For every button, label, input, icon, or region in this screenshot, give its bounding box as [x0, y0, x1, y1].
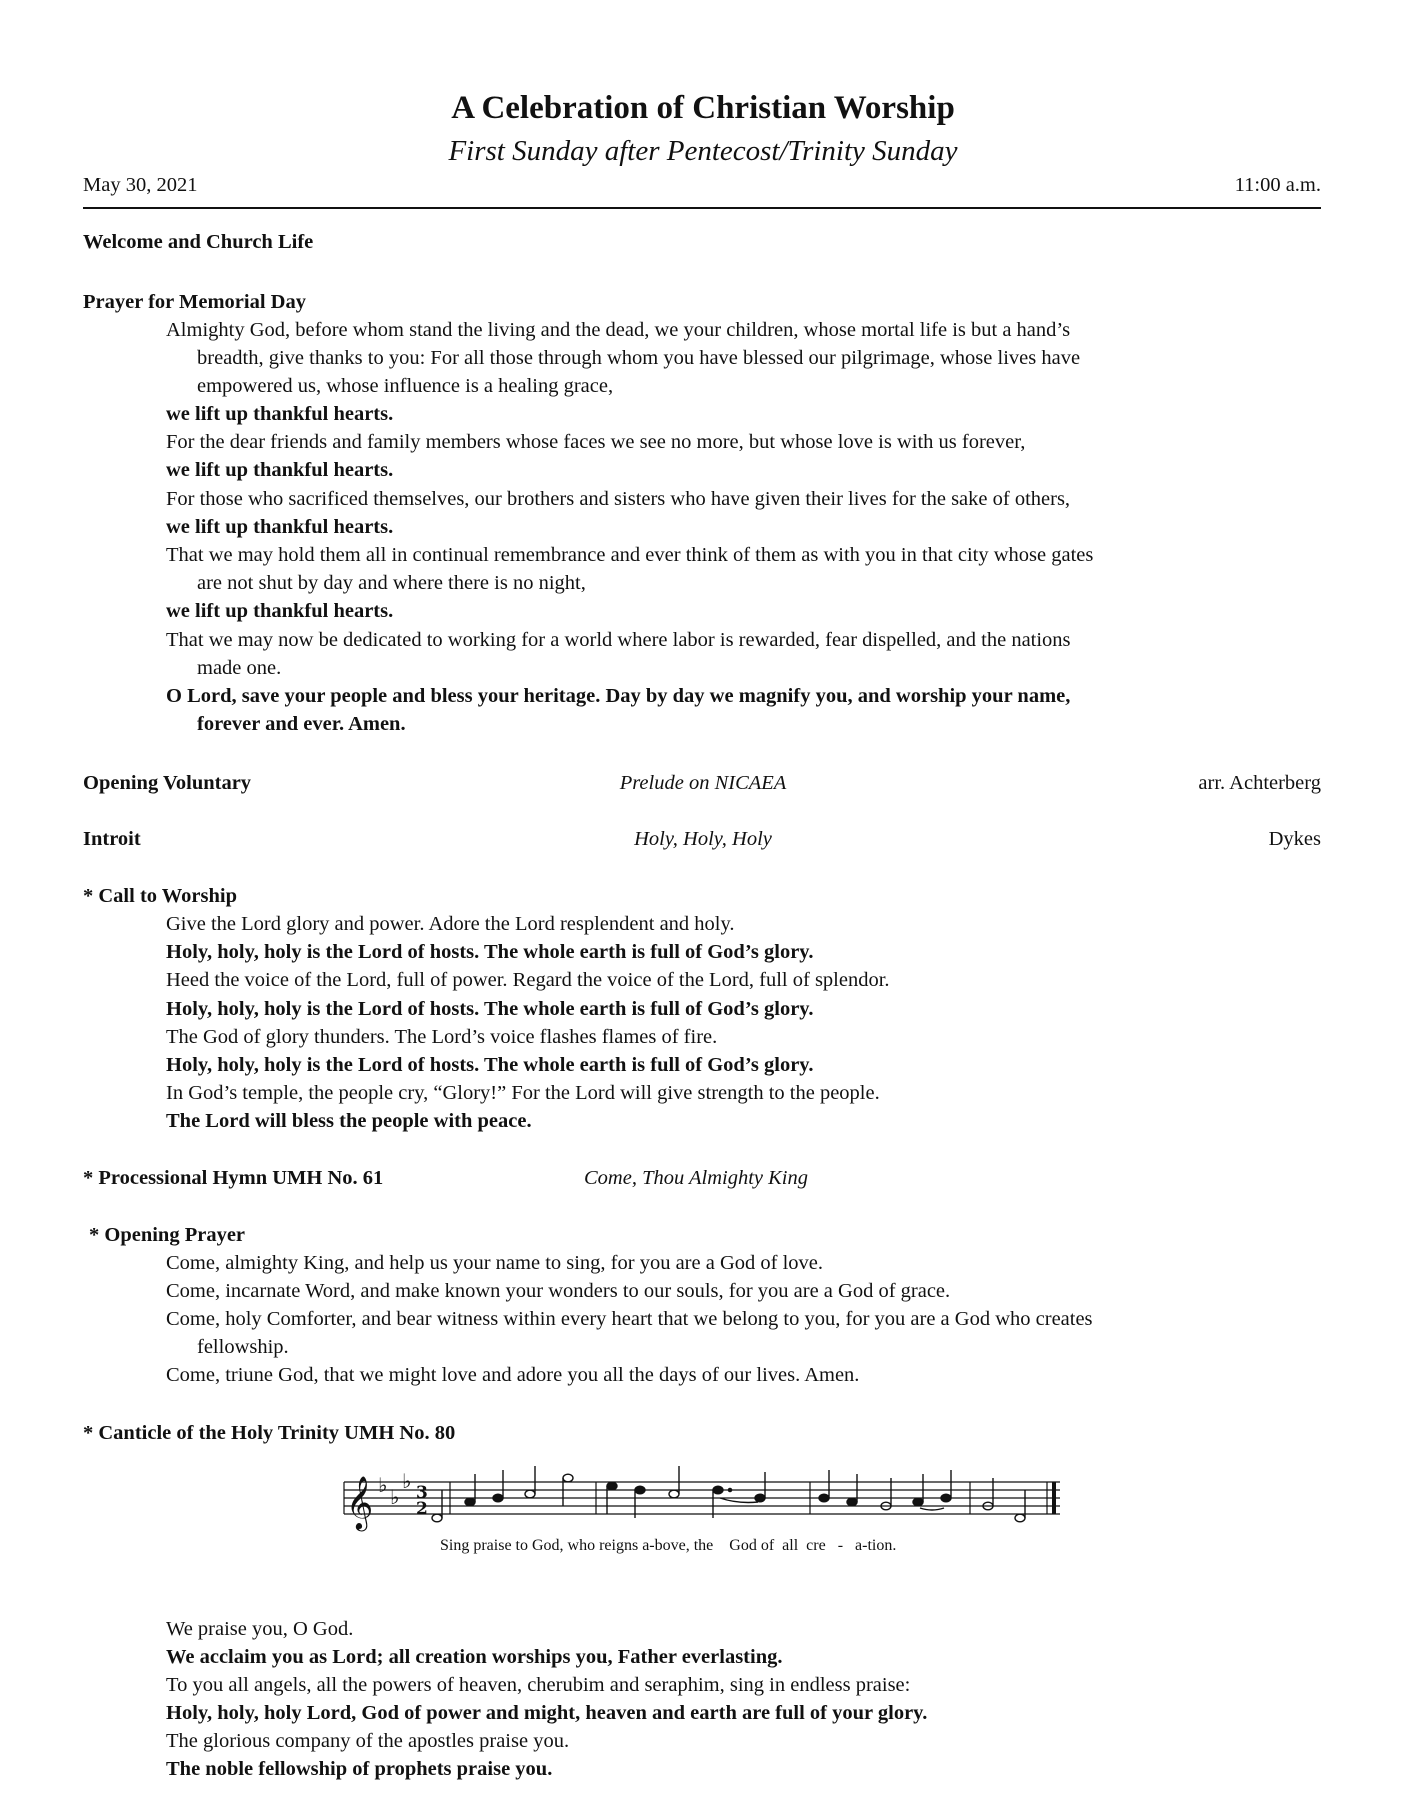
introit-piece: Holy, Holy, Holy	[634, 828, 772, 850]
call-response: The Lord will bless the people with peace.	[166, 1110, 532, 1132]
introit-composer: Dykes	[1268, 828, 1321, 850]
header-divider	[83, 207, 1321, 209]
call-line: Heed the voice of the Lord, full of power. Regard the voice of the Lord, full of splendor.	[166, 969, 890, 991]
voluntary-piece: Prelude on NICAEA	[619, 772, 787, 794]
page-subtitle: First Sunday after Pentecost/Trinity Sunday	[448, 135, 958, 167]
svg-text:♭: ♭	[402, 1469, 412, 1493]
opening-prayer-line: Come, triune God, that we might love and adore you all the days of our lives. Amen.	[166, 1364, 860, 1386]
svg-text:3: 3	[416, 1483, 428, 1503]
music-lyric: Sing praise to God, who reigns a-bove, the God of all cre - a-tion.	[440, 1537, 897, 1554]
canticle-line: To you all angels, all the powers of heaven, cherubim and seraphim, sing in endless praise:	[166, 1674, 911, 1696]
memorial-line: breadth, give thanks to you: For all those through whom you have blessed our pilgrimage, whose lives have	[197, 347, 1081, 369]
memorial-line: empowered us, whose influence is a healing grace,	[197, 375, 614, 397]
opening-prayer-line: Come, incarnate Word, and make known your wonders to our souls, for you are a God of grace.	[166, 1280, 951, 1302]
hymn-title: Come, Thou Almighty King	[584, 1167, 808, 1189]
music-staff	[340, 1458, 1070, 1564]
memorial-response: we lift up thankful hearts.	[166, 600, 394, 622]
canticle-line: The glorious company of the apostles praise you.	[166, 1730, 570, 1752]
canticle-response: The noble fellowship of prophets praise you.	[166, 1758, 553, 1780]
memorial-line: That we may now be dedicated to working for a world where labor is rewarded, fear dispelled, and the nations	[166, 629, 1071, 651]
canticle-heading: * Canticle of the Holy Trinity UMH No. 80	[83, 1422, 456, 1444]
opening-prayer-line: Come, almighty King, and help us your name to sing, for you are a God of love.	[166, 1252, 824, 1274]
svg-text:♭: ♭	[378, 1473, 388, 1497]
hymn-heading: * Processional Hymn UMH No. 61	[83, 1167, 384, 1189]
opening-prayer-heading: * Opening Prayer	[89, 1224, 246, 1246]
call-line: The God of glory thunders. The Lord’s voice flashes flames of fire.	[166, 1026, 718, 1048]
music-notation-graphic	[340, 1458, 1070, 1558]
service-date: May 30, 2021	[83, 174, 198, 196]
voluntary-heading: Opening Voluntary	[83, 772, 252, 794]
memorial-response: we lift up thankful hearts.	[166, 459, 394, 481]
opening-prayer-line: fellowship.	[197, 1336, 289, 1358]
call-response: Holy, holy, holy is the Lord of hosts. The whole earth is full of God’s glory.	[166, 1054, 814, 1076]
memorial-response: O Lord, save your people and bless your heritage. Day by day we magnify you, and worship your name,	[166, 685, 1071, 707]
call-line: Give the Lord glory and power. Adore the Lord resplendent and holy.	[166, 913, 735, 935]
svg-text:𝄞: 𝄞	[346, 1475, 374, 1529]
memorial-line: For those who sacrificed themselves, our brothers and sisters who have given their lives for the sake of others,	[166, 488, 1071, 510]
canticle-line: We praise you, O God.	[166, 1618, 354, 1640]
welcome-heading: Welcome and Church Life	[83, 231, 314, 253]
call-line: In God’s temple, the people cry, “Glory!” For the Lord will give strength to the people.	[166, 1082, 880, 1104]
opening-prayer-line: Come, holy Comforter, and bear witness within every heart that we belong to you, for you are a God who creates	[166, 1308, 1093, 1330]
memorial-line: are not shut by day and where there is no night,	[197, 572, 586, 594]
svg-text:2: 2	[416, 1499, 428, 1519]
canticle-response: Holy, holy, holy Lord, God of power and might, heaven and earth are full of your glory.	[166, 1702, 928, 1724]
canticle-response: We acclaim you as Lord; all creation worships you, Father everlasting.	[166, 1646, 783, 1668]
memorial-heading: Prayer for Memorial Day	[83, 291, 306, 313]
introit-heading: Introit	[83, 828, 141, 850]
memorial-response: we lift up thankful hearts.	[166, 516, 394, 538]
memorial-response: forever and ever. Amen.	[197, 713, 406, 735]
memorial-line: made one.	[197, 657, 282, 679]
memorial-line: That we may hold them all in continual remembrance and ever think of them as with you in that city whose gates	[166, 544, 1094, 566]
voluntary-composer: arr. Achterberg	[1198, 772, 1321, 794]
page-title: A Celebration of Christian Worship	[451, 90, 955, 126]
call-response: Holy, holy, holy is the Lord of hosts. The whole earth is full of God’s glory.	[166, 998, 814, 1020]
memorial-line: For the dear friends and family members whose faces we see no more, but whose love is with us forever,	[166, 431, 1026, 453]
memorial-response: we lift up thankful hearts.	[166, 403, 394, 425]
svg-text:♭: ♭	[390, 1485, 400, 1509]
memorial-line: Almighty God, before whom stand the living and the dead, we your children, whose mortal life is but a hand’s	[166, 319, 1071, 341]
call-response: Holy, holy, holy is the Lord of hosts. The whole earth is full of God’s glory.	[166, 941, 814, 963]
service-time: 11:00 a.m.	[1234, 174, 1321, 196]
call-heading: * Call to Worship	[83, 885, 237, 907]
